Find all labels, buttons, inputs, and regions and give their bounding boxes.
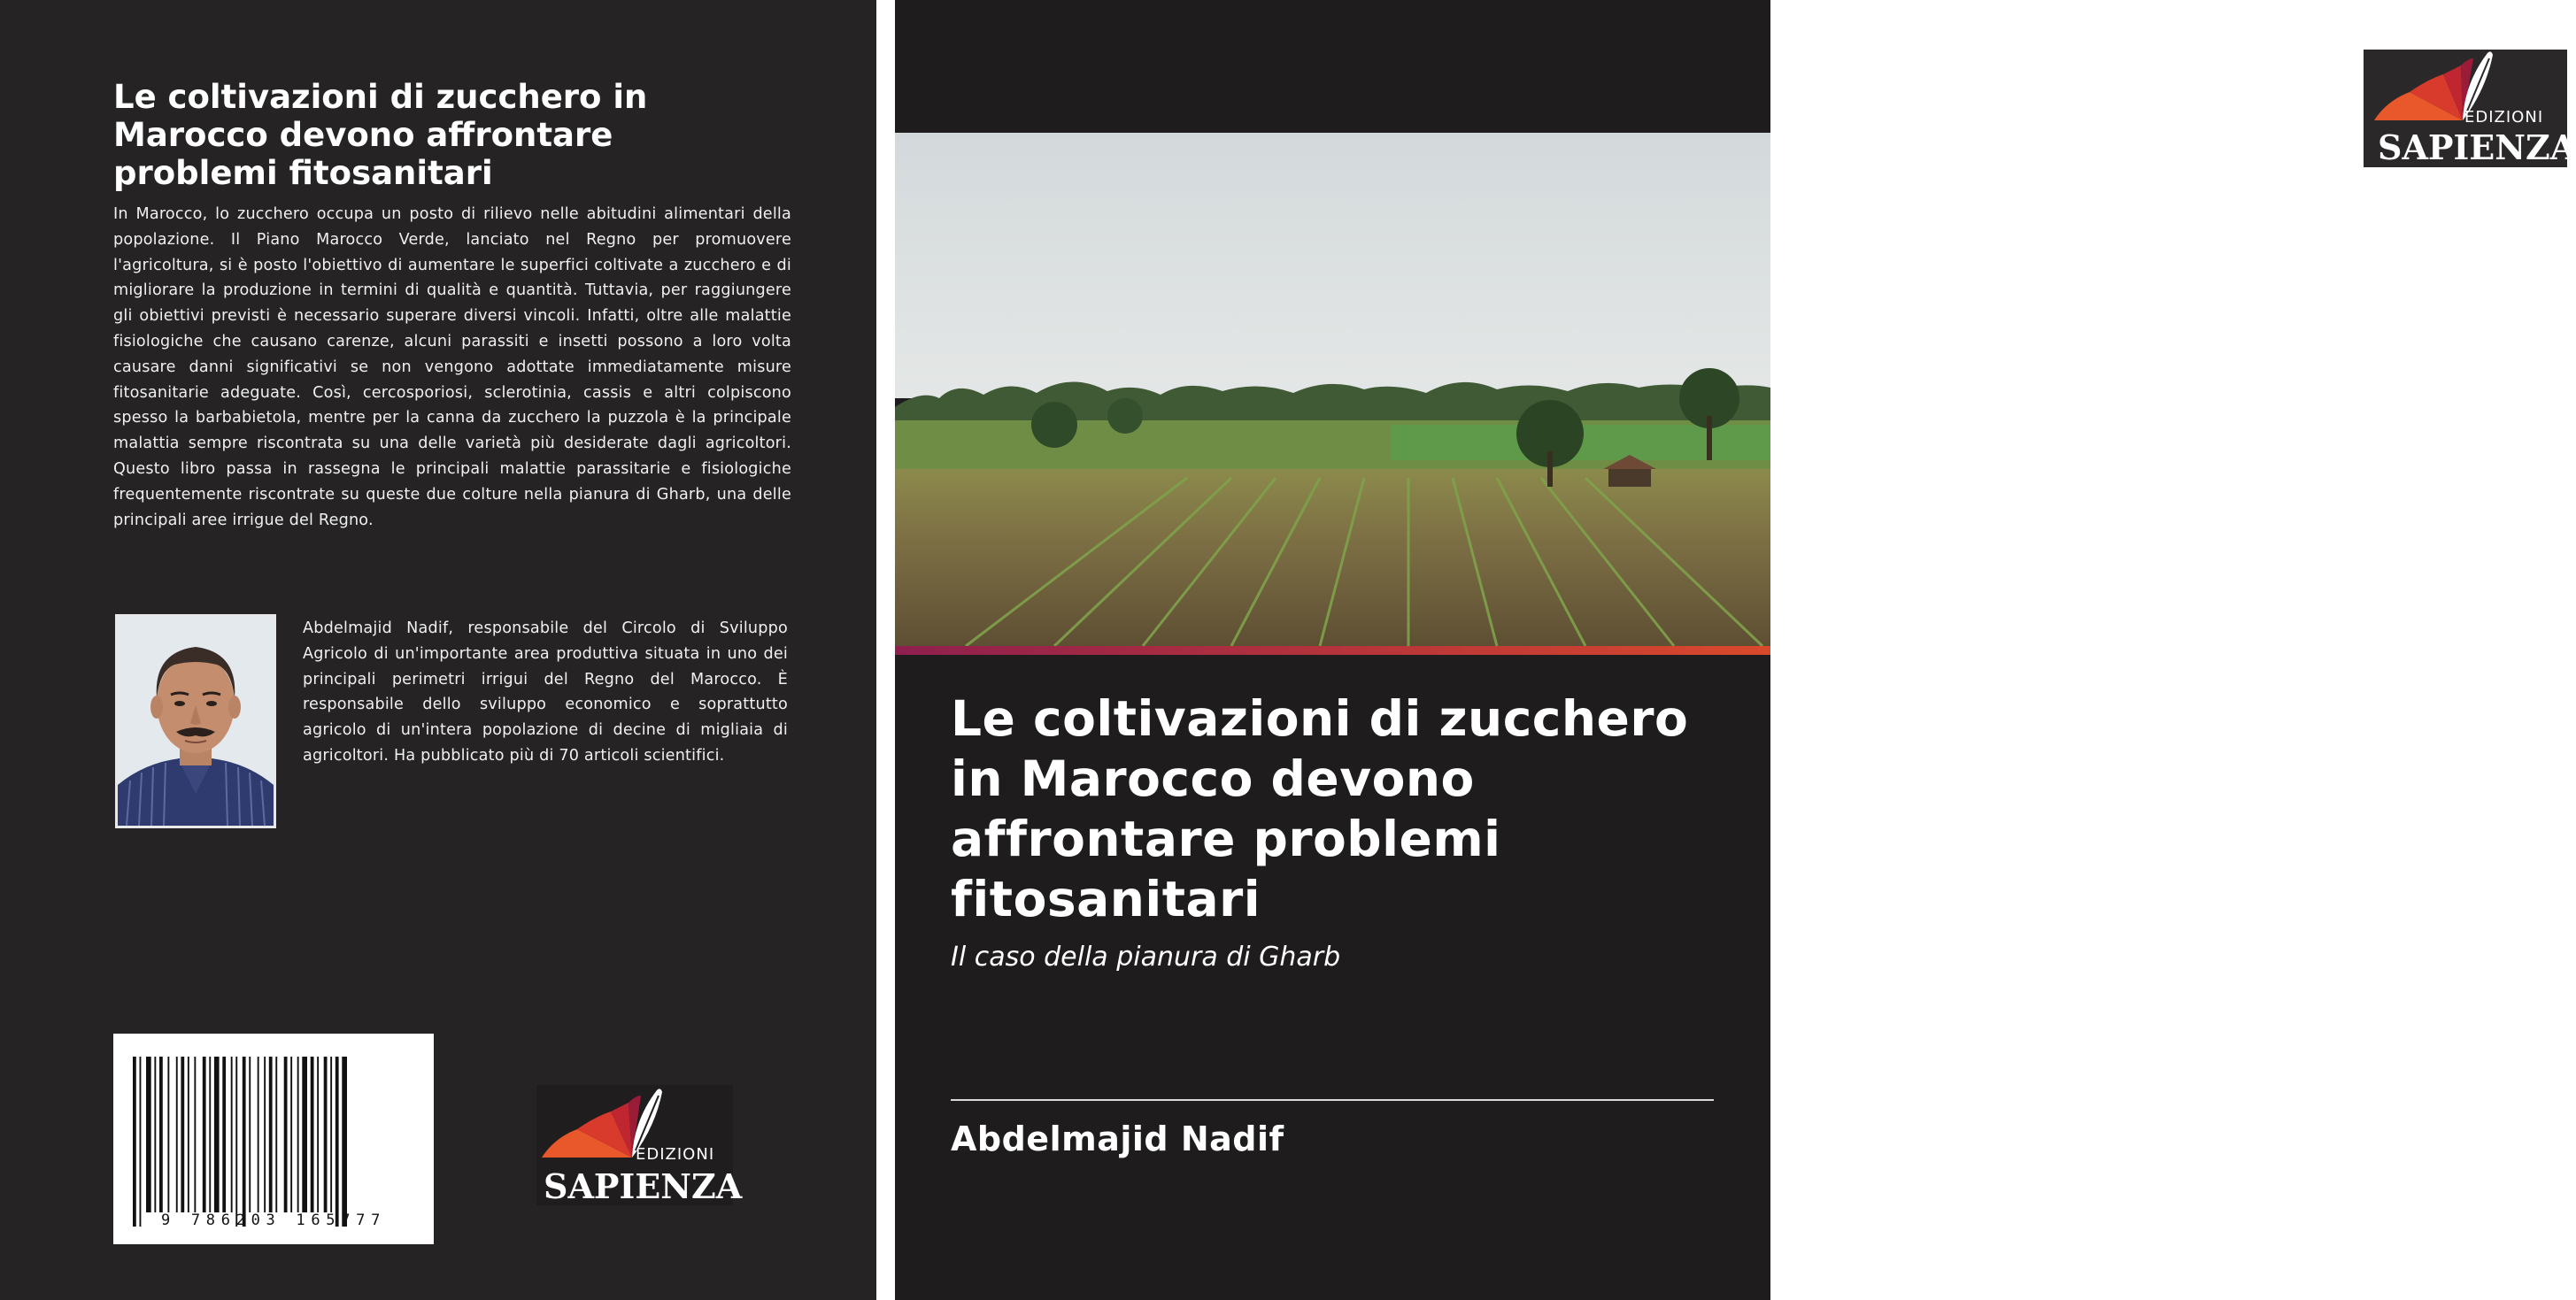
accent-stripe — [895, 646, 1770, 655]
publisher-logo-front — [2364, 50, 2576, 167]
title-divider — [951, 1099, 1714, 1101]
back-cover — [0, 0, 876, 1300]
book-blurb: In Marocco, lo zucchero occupa un posto di rilievo nelle abitudini alimentari della popolazione. Il Piano Marocco Verde, lanciato nel Regno per promuovere l'agricoltura, si è posto l'obiettivo di aumentare le superfici coltivate a zucchero e di migliorare la produzione in termini di qualità e quantità. Tuttavia, per raggiungere gli obiettivi previsti è necessario superare diversi vincoli. Infatti, oltre alle malattie fisiologiche che causano carenze, alcuni parassiti e insetti possono a loro volta causare danni significativi se non vengono adottate immediatamente misure fitosanitarie adeguate. Così, cercosporiosi, sclerotinia, cassis e altri colpiscono spesso la barbabietola, mentre per la canna da zucchero la puzzola è la principale malattia sempre riscontrata su una delle varietà più desiderate dagli agricoltori. Questo libro passa in rassegna le principali malattie parassitarie e fisiologiche frequentemente riscontrate su queste due colture nella pianura di Gharb, una delle principali aree irrigue del Regno. — [113, 205, 791, 529]
front-cover — [895, 0, 2576, 1300]
logo-edizioni-front: EDIZIONI — [2464, 108, 2544, 127]
back-cover-title: Le coltivazioni di zucchero in Marocco devono affrontare problemi fitosanitari — [113, 78, 648, 192]
publisher-logo-back — [536, 1085, 743, 1206]
cover-separator — [876, 0, 895, 1300]
cover-photo-sugarcane-field — [895, 133, 1770, 646]
logo-sapienza-back: SAPIENZA — [544, 1166, 743, 1206]
front-cover-subtitle: Il caso della pianura di Gharb — [951, 942, 1341, 973]
isbn-barcode — [113, 1034, 434, 1244]
barcode-number: 9 786203 165777 — [160, 1212, 387, 1229]
author-photo — [115, 614, 276, 828]
logo-edizioni-back: EDIZIONI — [636, 1145, 715, 1164]
front-cover-title: Le coltivazioni di zucchero in Marocco devono affrontare problemi fitosanitari — [951, 690, 1689, 927]
field-landscape-icon — [895, 133, 1770, 646]
author-portrait-icon — [118, 617, 274, 826]
author-bio: Abdelmajid Nadif, responsabile del Circolo di Sviluppo Agricolo di un'importante area produttiva situata in uno dei principali perimetri irrigui del Regno del Marocco. È responsabile dello sviluppo economico e soprattutto agricolo di un'intera popolazione di decine di migliaia di agricoltori. Ha pubblicato più di 70 articoli scientifici. — [303, 619, 788, 765]
logo-sapienza-front: SAPIENZA — [2378, 127, 2576, 167]
front-cover-author: Abdelmajid Nadif — [951, 1119, 1284, 1158]
front-top-band — [895, 0, 1770, 133]
